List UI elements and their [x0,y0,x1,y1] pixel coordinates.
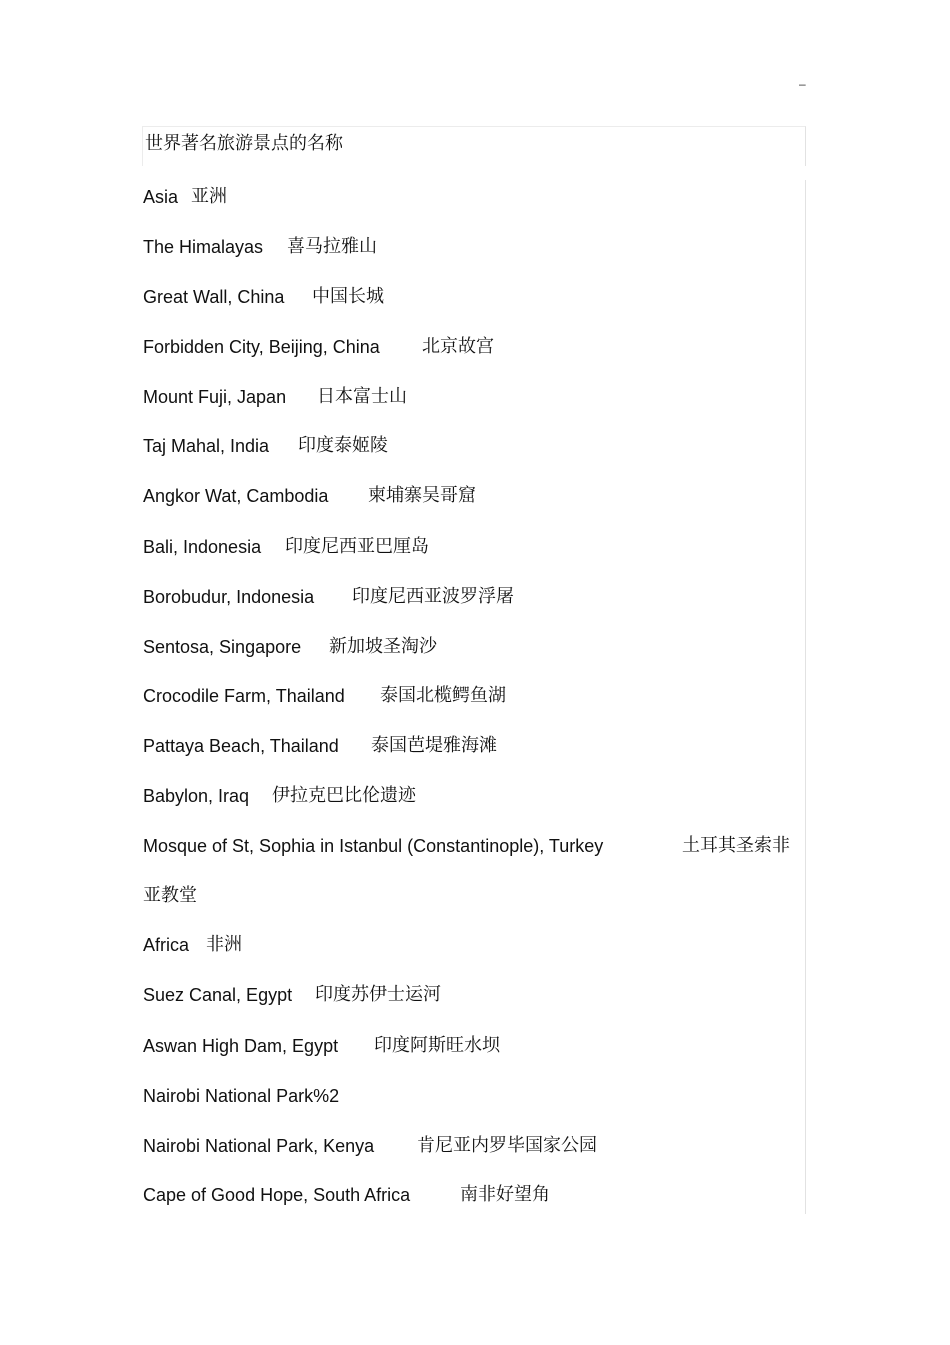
entry-chinese: 新加坡圣淘沙 [329,636,437,657]
entry-english: Aswan High Dam, Egypt [143,1036,339,1056]
entry-chinese: 伊拉克巴比伦遗迹 [272,785,416,806]
corner-mark: – [799,77,806,91]
entry-english: Cape of Good Hope, South Africa [143,1185,411,1205]
entry-chinese: 印度苏伊士运河 [315,984,441,1005]
entry-english: Angkor Wat, Cambodia [143,486,329,506]
entry-english: Forbidden City, Beijing, China [143,337,380,357]
entry-english: Africa [143,935,190,955]
entry-english: Suez Canal, Egypt [143,985,293,1005]
entry-english: Nairobi National Park%2 [143,1086,340,1106]
entry-chinese: 中国长城 [312,286,384,307]
entry-english: Babylon, Iraq [143,786,250,806]
entry-chinese: 土耳其圣索非 [682,835,790,856]
entry-english: Bali, Indonesia [143,537,262,557]
entry-chinese: 印度尼西亚波罗浮屠 [352,586,514,607]
entry-english: Pattaya Beach, Thailand [143,736,339,756]
entry-english: The Himalayas [143,237,264,257]
document-title: 世界著名旅游景点的名称 [145,133,343,154]
entry-chinese: 南非好望角 [460,1184,550,1205]
entry-english: Mosque of St, Sophia in Istanbul (Constantinople), Turkey [143,836,604,856]
title-box [142,126,806,166]
entry-chinese: 北京故宫 [422,336,494,357]
entry-chinese: 非洲 [206,934,242,955]
entry-chinese: 柬埔寨吴哥窟 [368,485,476,506]
entry-english: Borobudur, Indonesia [143,587,315,607]
entry-chinese: 亚教堂 [143,885,197,906]
entry-english: Sentosa, Singapore [143,637,302,657]
entry-english: Taj Mahal, India [143,436,270,456]
entry-english: Crocodile Farm, Thailand [143,686,345,706]
entry-list [142,180,806,1214]
entry-chinese: 印度泰姬陵 [298,435,388,456]
entry-english: Nairobi National Park, Kenya [143,1136,375,1156]
entry-chinese: 亚洲 [191,186,227,207]
entry-chinese: 泰国北榄鳄鱼湖 [380,685,506,706]
entry-english: Mount Fuji, Japan [143,387,287,407]
entry-chinese: 喜马拉雅山 [287,236,377,257]
entry-chinese: 印度尼西亚巴厘岛 [285,536,429,557]
entry-chinese: 肯尼亚内罗毕国家公园 [417,1135,597,1156]
entry-chinese: 印度阿斯旺水坝 [374,1035,500,1056]
entry-english: Asia [143,187,179,207]
entry-english: Great Wall, China [143,287,285,307]
entry-chinese: 日本富士山 [317,386,407,407]
entry-chinese: 泰国芭堤雅海滩 [371,735,497,756]
